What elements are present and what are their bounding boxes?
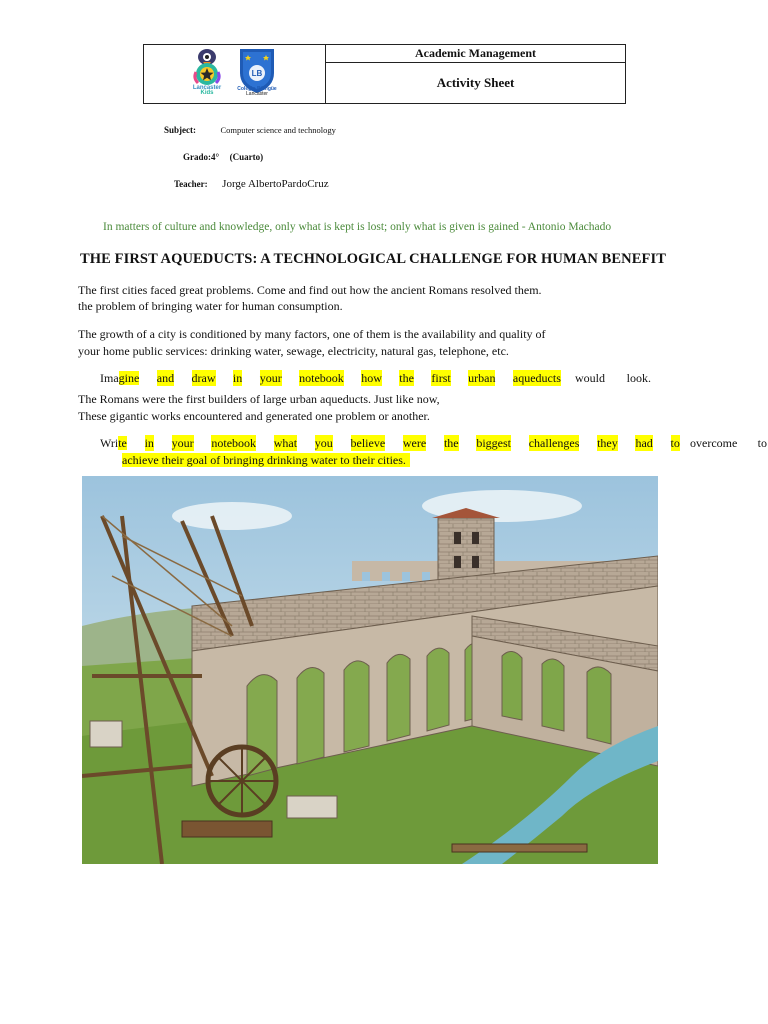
task-1-word: in (232, 371, 243, 385)
task-2-line-2 (122, 452, 410, 468)
task-1-word: first (431, 371, 451, 385)
task-2-word: what (273, 436, 298, 450)
task-1-line (100, 370, 651, 386)
subject-row (164, 125, 336, 135)
page-title: THE FIRST AQUEDUCTS: A TECHNOLOGICAL CHALLENGE FOR HUMAN BENEFIT (80, 251, 666, 267)
school-initials: LB (251, 69, 263, 78)
task-1-word: how (361, 371, 382, 385)
task-1-word: would (575, 371, 605, 385)
activity-sheet-title: Activity Sheet (436, 75, 515, 90)
task-2-tail (690, 435, 767, 451)
paragraph-2-line-1: The growth of a city is conditioned by many factors, one of them is the availability and quality of (78, 327, 546, 341)
logo-kids-caption: Lancaster (192, 85, 222, 91)
task-2-word: were (402, 436, 427, 450)
task-2-word: the (443, 436, 459, 450)
task-2-word: you (314, 436, 333, 450)
task-1-word: aqueducts (512, 371, 561, 385)
task-2-prefix: Wri (100, 436, 119, 450)
teacher-label: Teacher: (174, 179, 208, 189)
task-1-word: and (156, 371, 175, 385)
paragraph-3-line-2: These gigantic works encountered and generated one problem or another. (78, 409, 430, 423)
task-2-word: biggest (476, 436, 511, 450)
logo-school-caption-2: Lancaster (246, 91, 268, 97)
academic-management-label: Academic Management (326, 45, 625, 63)
task-2-word: challenges (528, 436, 580, 450)
task-2-highlighted (100, 435, 680, 451)
task-2-word: to (757, 436, 767, 450)
task-1-prefix: Ima (100, 371, 119, 385)
paragraph-2-line-2: your home public services: drinking water, sewage, electricity, natural gas, telephone, etc. (78, 344, 509, 358)
logo-cell (144, 45, 326, 103)
task-2-word: had (635, 436, 653, 450)
paragraph-3-line-1: The Romans were the first builders of large urban aqueducts. Just like now, (78, 392, 440, 406)
task-2-line (100, 435, 767, 451)
logo-school-caption: Colegio Bilingüe (237, 86, 277, 92)
task-1-tail (575, 370, 651, 386)
task-1-word: your (259, 371, 282, 385)
task-2-word: your (171, 436, 194, 450)
task-2-line-2-text: achieve their goal of bringing drinking water to their cities. (122, 453, 410, 467)
task-1-word: notebook (299, 371, 344, 385)
task-1-highlighted (100, 370, 561, 386)
teacher-row (174, 178, 329, 190)
teacher-value: Jorge AlbertoPardoCruz (222, 178, 329, 190)
task-2-word: notebook (211, 436, 257, 450)
subject-label: Subject: (164, 125, 196, 135)
task-1-word: draw (191, 371, 216, 385)
task-1-word: look. (626, 371, 651, 385)
grade-label: Grado:4° (183, 152, 220, 162)
task-2-word: overcome (690, 436, 738, 450)
paragraph-1-line-1: The first cities faced great problems. Come and find out how the ancient Romans resolved them. (78, 283, 542, 297)
task-1-word: urban (468, 371, 496, 385)
task-2-word: believe (350, 436, 386, 450)
task-2-word: they (597, 436, 618, 450)
grade-value: (Cuarto) (229, 152, 264, 162)
header-table (143, 44, 626, 104)
header-right-cell (326, 45, 625, 103)
task-2-word: te (118, 436, 127, 450)
paragraph-1-line-2: the problem of bringing water for human consumption. (78, 299, 343, 313)
grade-row (183, 152, 263, 162)
roman-aqueduct-illustration (82, 476, 658, 864)
logo-kids-caption-2: Kids (200, 90, 214, 96)
quote-text: In matters of culture and knowledge, only what is kept is lost; only what is given is gained - Antonio Machado (103, 221, 612, 233)
task-2-word: in (144, 436, 154, 450)
task-1-word: gine (118, 371, 140, 385)
subject-value: Computer science and technology (220, 125, 336, 135)
task-1-word: the (399, 371, 414, 385)
task-2-word: to (670, 436, 680, 450)
